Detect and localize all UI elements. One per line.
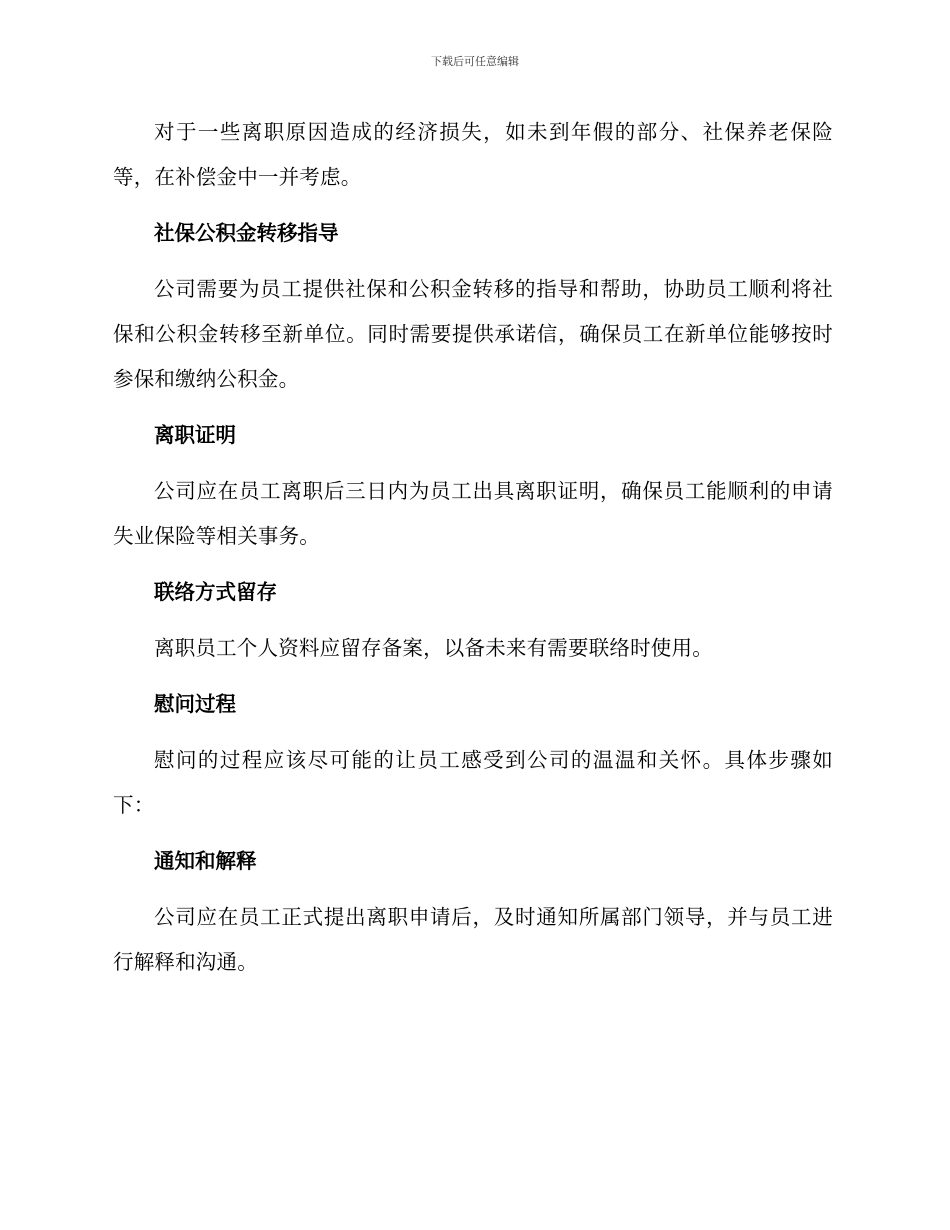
paragraph-social-security-transfer: 公司需要为员工提供社保和公积金转移的指导和帮助，协助员工顺利将社保和公积金转移至新单位。同时需要提供承诺信，确保员工在新单位能够按时参保和缴纳公积金。 [113,277,833,391]
paragraph-resignation-certificate: 公司应在员工离职后三日内为员工出具离职证明，确保员工能顺利的申请失业保险等相关事务。 [113,479,833,548]
paragraph-economic-loss: 对于一些离职原因造成的经济损失，如未到年假的部分、社保养老保险等，在补偿金中一并考虑。 [113,120,833,189]
page-header: 下载后可任意编辑 [431,55,519,68]
paragraph-notification: 公司应在员工正式提出离职申请后，及时通知所属部门领导，并与员工进行解释和沟通。 [113,905,833,974]
document-body [113,110,833,996]
heading-social-security-transfer: 社保公积金转移指导 [154,221,339,245]
heading-contact-retention: 联络方式留存 [154,580,277,604]
heading-condolence-process: 慰问过程 [154,692,236,716]
heading-notification: 通知和解释 [154,849,257,873]
paragraph-condolence-process: 慰问的过程应该尽可能的让员工感受到公司的温温和关怀。具体步骤如下： [113,748,833,817]
heading-resignation-certificate: 离职证明 [154,423,236,447]
paragraph-contact-retention: 离职员工个人资料应留存备案，以备未来有需要联络时使用。 [154,636,713,660]
